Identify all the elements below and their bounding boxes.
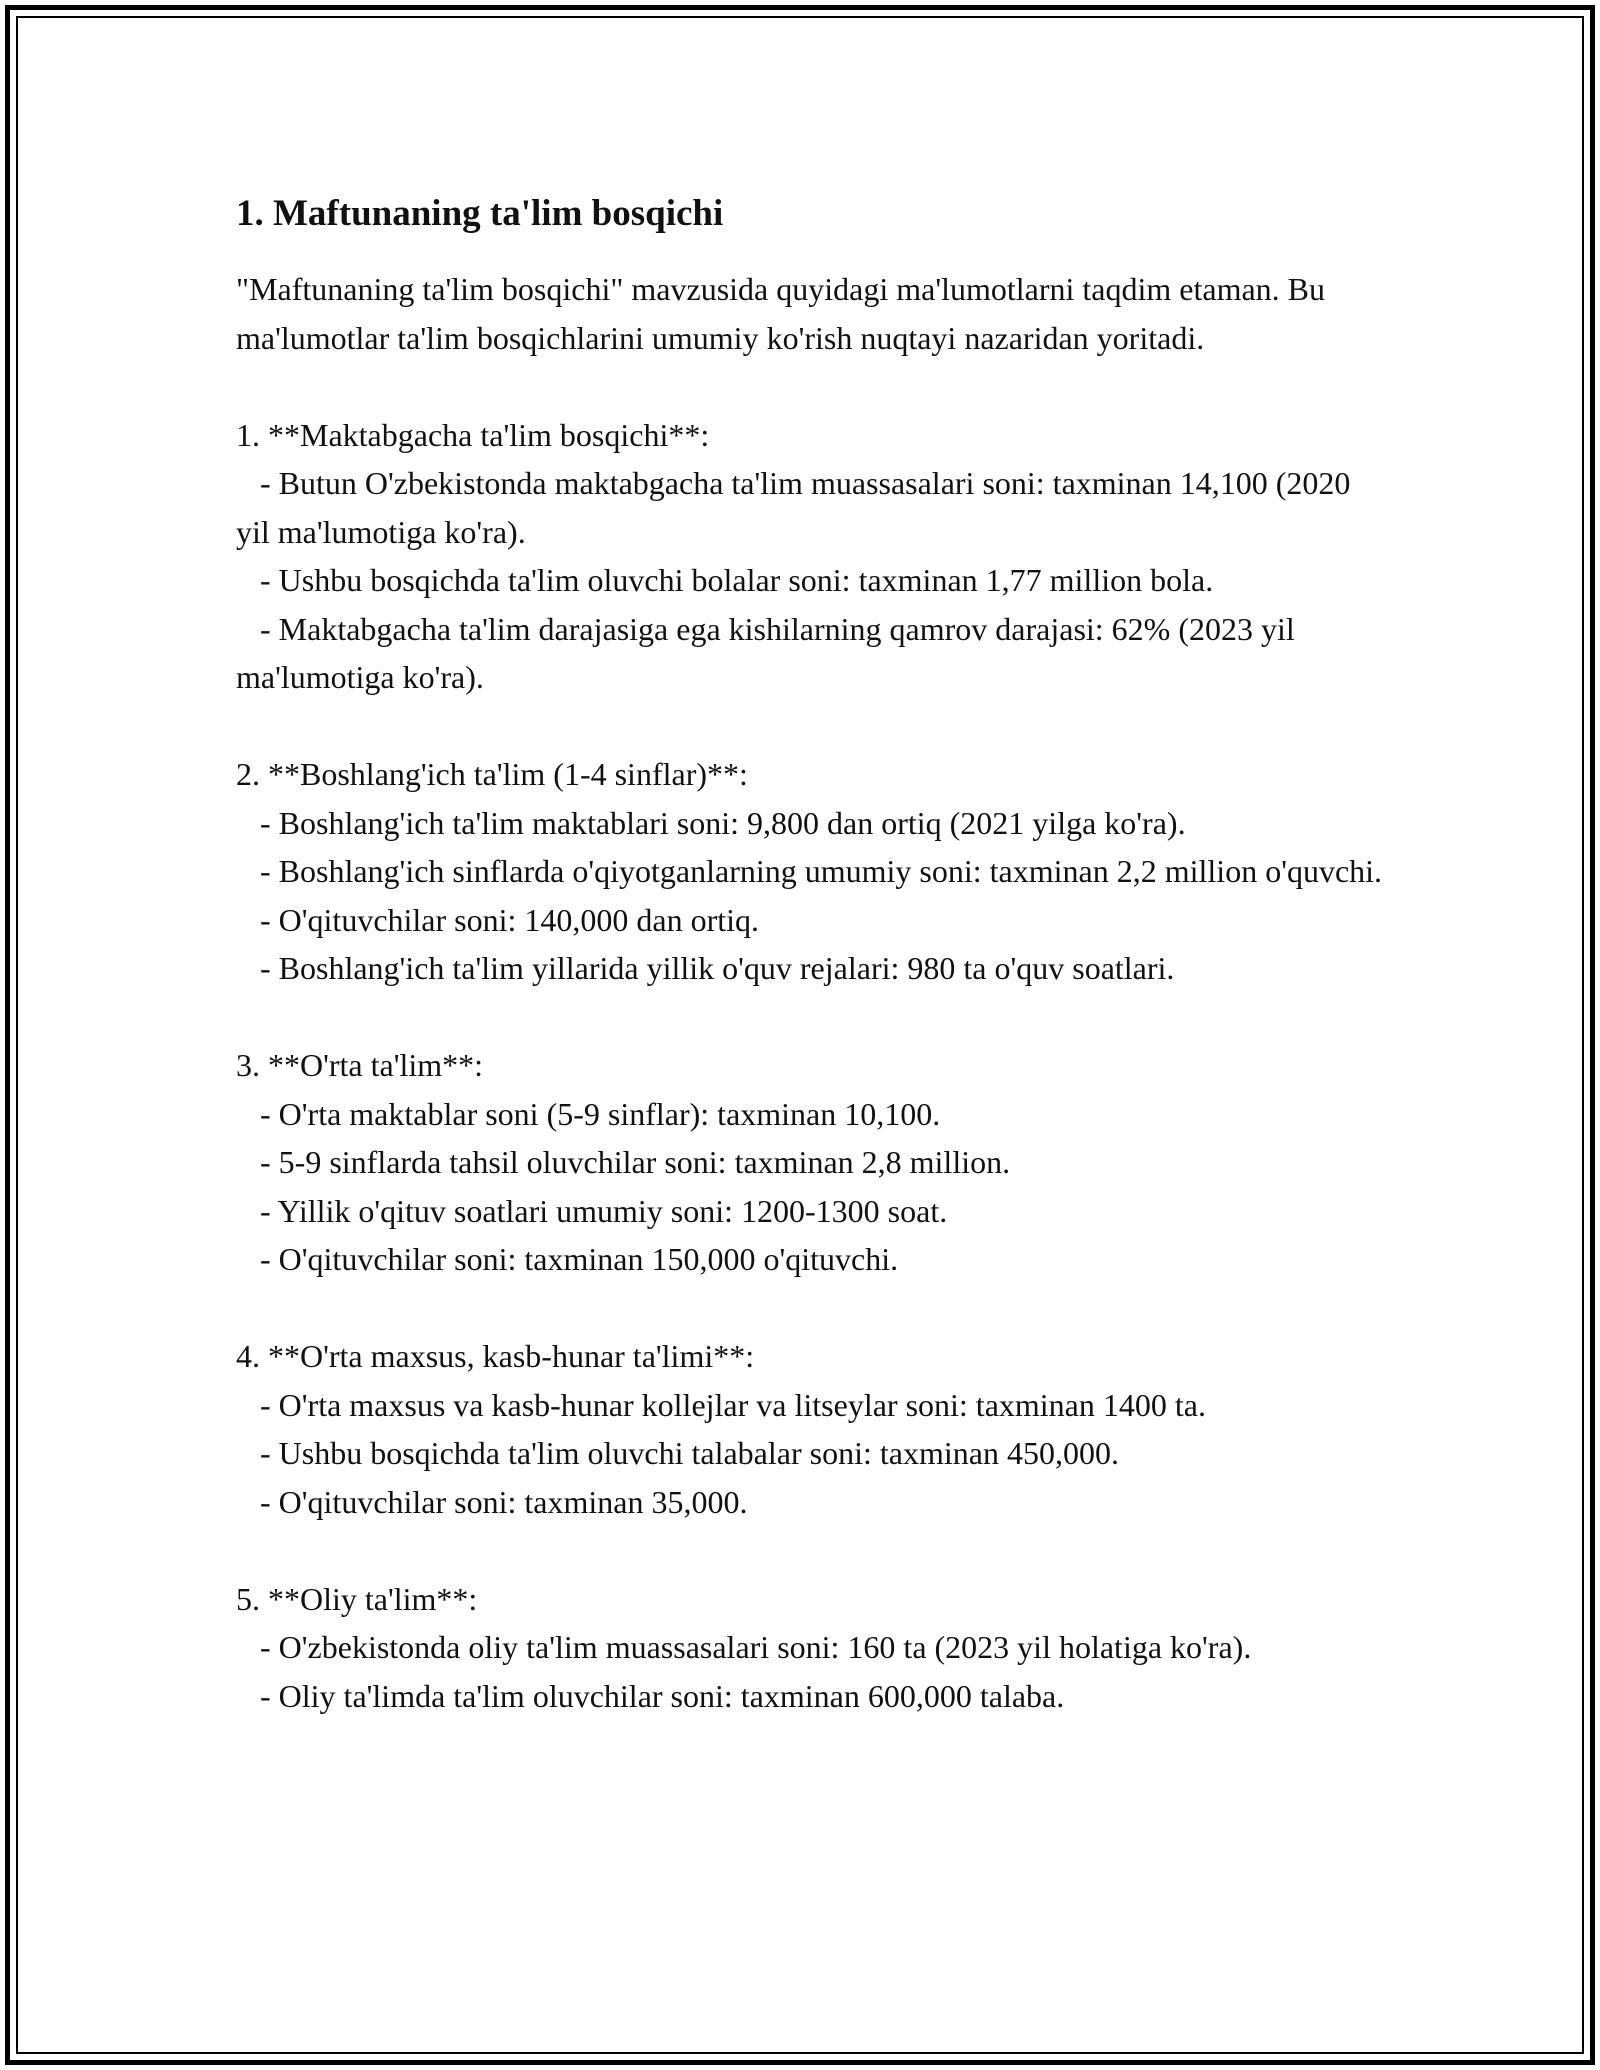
list-item: - O'qituvchilar soni: taxminan 150,000 o'qituvchi. [236, 1241, 899, 1277]
list-item: - Yillik o'qituv soatlari umumiy soni: 1200-1300 soat. [236, 1192, 948, 1229]
list-item: - Boshlang'ich sinflarda o'qiyotganlarning umumiy soni: taxminan 2,2 million o'quvchi. [236, 853, 1383, 889]
section-heading: 5. **Oliy ta'lim**: [236, 1580, 478, 1617]
section-heading: 3. **O'rta ta'lim**: [236, 1047, 484, 1083]
spacer [236, 702, 1386, 751]
section-heading: 4. **O'rta maxsus, kasb-hunar ta'limi**: [236, 1338, 755, 1374]
section-higher [236, 1575, 1386, 1721]
document-title: 1. Maftunaning ta'lim bosqichi [236, 193, 724, 234]
list-item: - 5-9 sinflarda tahsil oluvchilar soni: taxminan 2,8 million. [236, 1144, 1011, 1180]
list-item: - O'rta maxsus va kasb-hunar kollejlar va litseylar soni: taxminan 1400 ta. [236, 1386, 1206, 1423]
document-body [236, 190, 1386, 1720]
list-item: - O'rta maktablar soni (5-9 sinflar): taxminan 10,100. [236, 1095, 941, 1132]
list-item: - Ushbu bosqichda ta'lim oluvchi talabalar soni: taxminan 450,000. [236, 1435, 1119, 1471]
section-secondary [236, 1041, 1386, 1284]
list-item: - Butun O'zbekistonda maktabgacha ta'lim muassasalari soni: taxminan 14,100 (2020 yil ma'lumotiga ko'ra). [236, 465, 1359, 550]
list-item: - Boshlang'ich ta'lim maktablari soni: 9,800 dan ortiq (2021 yilga ko'ra). [236, 804, 1186, 841]
list-item: - O'qituvchilar soni: 140,000 dan ortiq. [236, 901, 760, 938]
section-vocational [236, 1332, 1386, 1526]
list-item: - O'zbekistonda oliy ta'lim muassasalari soni: 160 ta (2023 yil holatiga ko'ra). [236, 1629, 1252, 1665]
list-item: - Boshlang'ich ta'lim yillarida yillik o'quv rejalari: 980 ta o'quv soatlari. [236, 950, 1175, 986]
spacer [236, 362, 1386, 411]
section-primary [236, 750, 1386, 993]
list-item: - Oliy ta'limda ta'lim oluvchilar soni: taxminan 600,000 talaba. [236, 1677, 1065, 1714]
intro-paragraph: "Maftunaning ta'lim bosqichi" mavzusida quyidagi ma'lumotlarni taqdim etaman. Bu ma'lumotlar ta'lim bosqichlarini umumiy ko'rish nuqtayi nazaridan yoritadi. [236, 271, 1333, 356]
list-item: - Ushbu bosqichda ta'lim oluvchi bolalar soni: taxminan 1,77 million bola. [236, 562, 1214, 598]
spacer [236, 1526, 1386, 1575]
section-heading: 2. **Boshlang'ich ta'lim (1-4 sinflar)**: [236, 756, 748, 792]
list-item: - O'qituvchilar soni: taxminan 35,000. [236, 1483, 748, 1520]
spacer [236, 1284, 1386, 1333]
section-preschool [236, 411, 1386, 702]
list-item: - Maktabgacha ta'lim darajasiga ega kishilarning qamrov darajasi: 62% (2023 yil ma'lumotiga ko'ra). [236, 610, 1303, 695]
section-heading: 1. **Maktabgacha ta'lim bosqichi**: [236, 416, 710, 453]
spacer [236, 993, 1386, 1042]
